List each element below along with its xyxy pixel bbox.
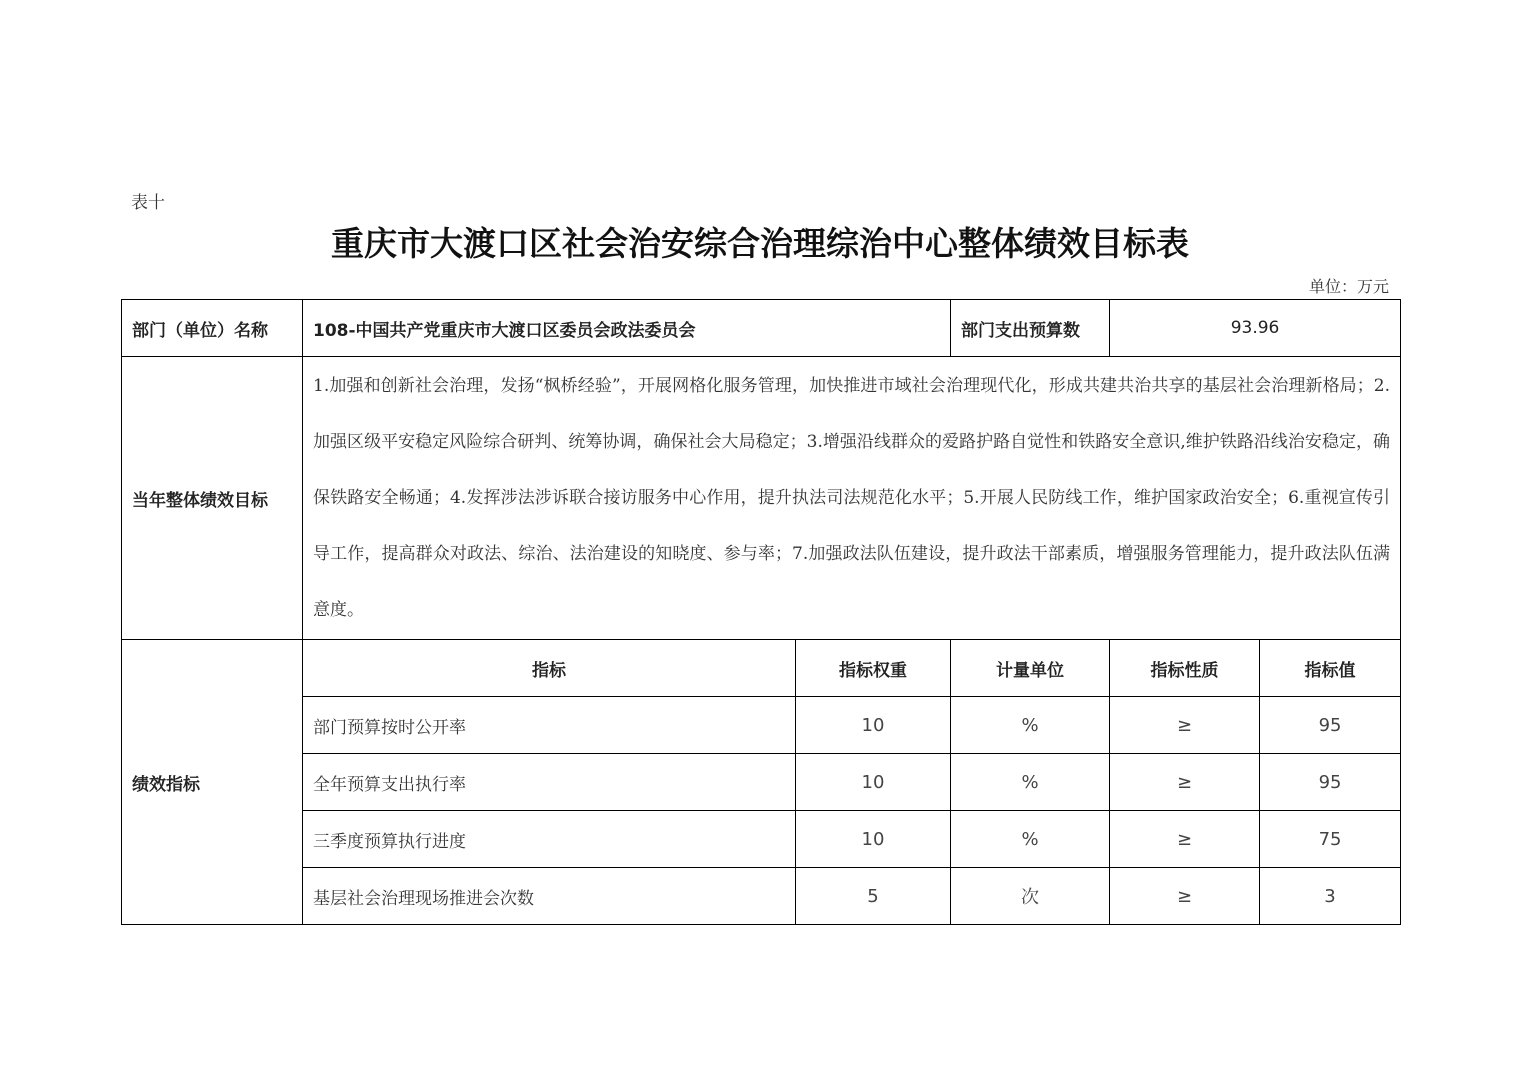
metric-unit: %: [951, 811, 1110, 868]
performance-table: [121, 299, 1401, 925]
metric-value: 95: [1260, 697, 1401, 754]
metrics-header-row: [122, 640, 1401, 697]
metric-value: 95: [1260, 754, 1401, 811]
dept-name-label: 部门（单位）名称: [122, 300, 303, 357]
table-row: [122, 754, 1401, 811]
dept-name-value: 108-中国共产党重庆市大渡口区委员会政法委员会: [303, 300, 951, 357]
column-header: 计量单位: [951, 640, 1110, 697]
metric-value: 3: [1260, 868, 1401, 925]
metric-name: 三季度预算执行进度: [303, 811, 796, 868]
metric-unit: %: [951, 754, 1110, 811]
table-row: [122, 868, 1401, 925]
metric-name: 部门预算按时公开率: [303, 697, 796, 754]
metrics-label: 绩效指标: [122, 640, 303, 925]
dept-info-row: [122, 300, 1401, 357]
goals-row: [122, 357, 1401, 640]
column-header: 指标性质: [1110, 640, 1260, 697]
metric-weight: 10: [796, 754, 951, 811]
metric-value: 75: [1260, 811, 1401, 868]
goals-text: 1.加强和创新社会治理，发扬“枫桥经验”，开展网格化服务管理，加快推进市域社会治理现代化，形成共建共治共享的基层社会治理新格局；2.加强区级平安稳定风险综合研判、统筹协调，确保社会大局稳定；3.增强沿线群众的爱路护路自觉性和铁路安全意识,维护铁路沿线治安稳定，确保铁路安全畅通；4.发挥涉法涉诉联合接访服务中心作用，提升执法司法规范化水平；5.开展人民防线工作，维护国家政治安全；6.重视宣传引导工作，提高群众对政法、综治、法治建设的知晓度、参与率；7.加强政法队伍建设，提升政法干部素质，增强服务管理能力，提升政法队伍满意度。: [303, 357, 1401, 640]
metric-weight: 5: [796, 868, 951, 925]
table-row: [122, 697, 1401, 754]
document-title: 重庆市大渡口区社会治安综合治理综治中心整体绩效目标表: [331, 224, 1189, 263]
budget-value: 93.96: [1110, 300, 1401, 357]
metric-unit: 次: [951, 868, 1110, 925]
budget-label: 部门支出预算数: [951, 300, 1110, 357]
column-header: 指标权重: [796, 640, 951, 697]
metric-nature: ≥: [1110, 754, 1260, 811]
goals-label: 当年整体绩效目标: [122, 357, 303, 640]
table-row: [122, 811, 1401, 868]
unit-label: 单位：万元: [1308, 277, 1389, 296]
metric-unit: %: [951, 697, 1110, 754]
metric-nature: ≥: [1110, 868, 1260, 925]
column-header: 指标: [303, 640, 796, 697]
column-header: 指标值: [1260, 640, 1401, 697]
metric-weight: 10: [796, 697, 951, 754]
table-number-label: 表十: [131, 193, 165, 213]
metric-nature: ≥: [1110, 697, 1260, 754]
metric-nature: ≥: [1110, 811, 1260, 868]
metric-weight: 10: [796, 811, 951, 868]
metric-name: 基层社会治理现场推进会次数: [303, 868, 796, 925]
metric-name: 全年预算支出执行率: [303, 754, 796, 811]
